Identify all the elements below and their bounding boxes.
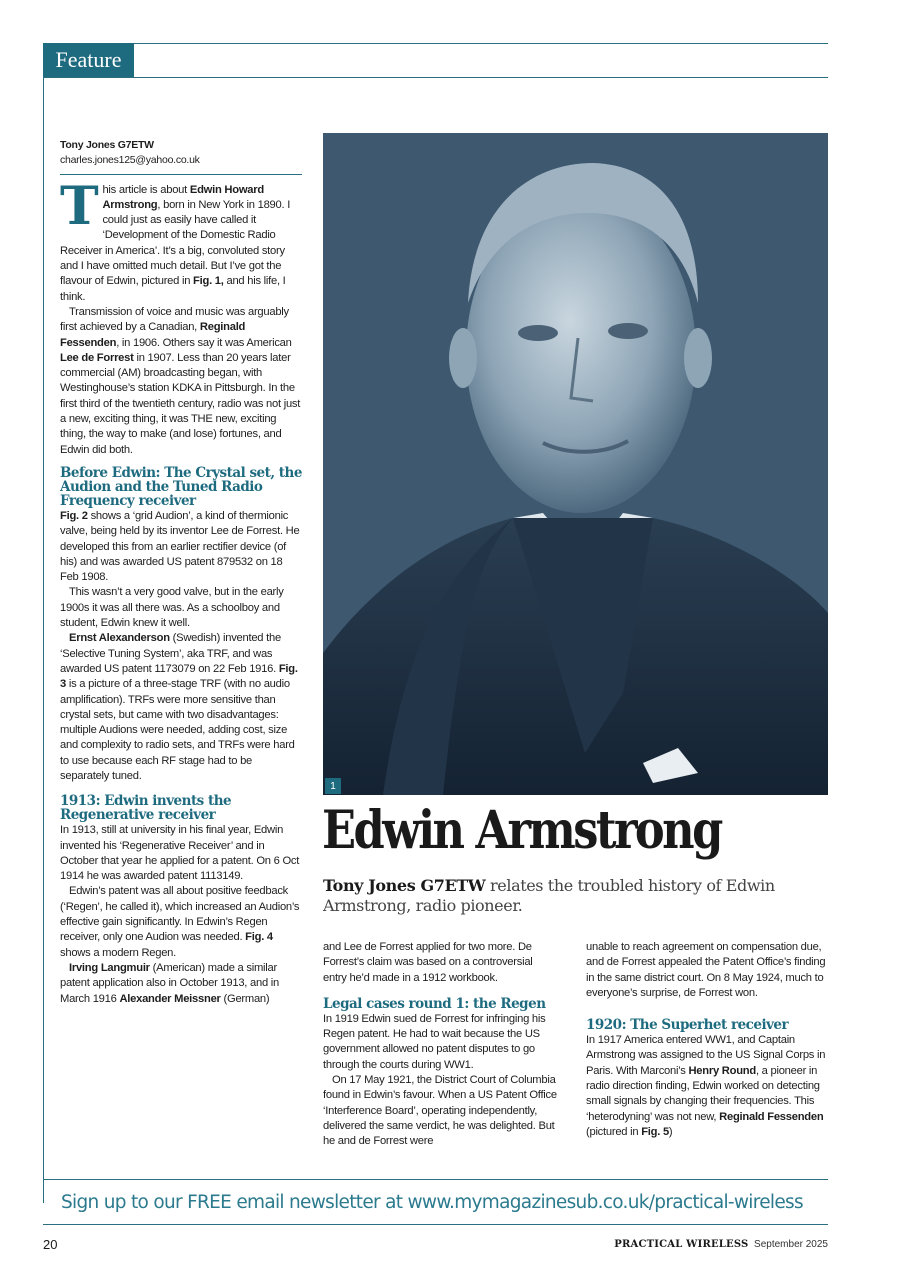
figure-number: 1 xyxy=(325,778,341,794)
feature-header-bar xyxy=(43,43,828,78)
standfirst: Tony Jones G7ETW relates the troubled history of Edwin Armstrong, radio pioneer. xyxy=(323,876,775,915)
paragraph: unable to reach agreement on compensation due, and de Forrest appealed the Patent Office’s finding in the same district court. On 8 May 1924, much to everyone’s surprise, de Forrest won. xyxy=(586,941,826,999)
section-heading: 1920: The Superhet receiver xyxy=(586,1017,789,1034)
footer-masthead xyxy=(614,1239,828,1250)
portrait-photo xyxy=(323,133,828,795)
portrait-illustration xyxy=(323,133,828,795)
paragraph: Edwin’s patent was all about positive feedback (‘Regen’, he called it), which increased an Audion’s effective gain significantly. In Edwin’s Regen receiver, only one Audion was needed. Fig. 4 shows a modern Regen. xyxy=(60,885,300,959)
headline: Edwin Armstrong xyxy=(322,800,721,861)
issue-date: September 2025 xyxy=(754,1239,828,1250)
paragraph: In 1917 America entered WW1, and Captain Armstrong was assigned to the US Signal Corps in Paris. With Marconi’s Henry Round, a pioneer in radio direction finding, Edwin worked on detecting small signals by changing their frequencies. This ‘heterodyning’ was not new, Reginald Fessenden (pictured in Fig. 5) xyxy=(586,1034,826,1138)
paragraph: Ernst Alexanderson (Swedish) invented the ‘Selective Tuning System’, aka TRF, and was awarded US patent 1173079 on 22 Feb 1916. Fig. 3 is a picture of a three-stage TRF (with no audio amplification). TRFs were more sensitive than crystal sets, but came with two disadvantages: multiple Audions were needed, adding cost, size and complexity to radio sets, and TRFs were hard to use because each RF stage had to be separately tuned. xyxy=(60,632,298,782)
paragraph: In 1919 Edwin sued de Forrest for infringing his Regen patent. He had to wait because the US government allowed no patent disputes to go through the courts during WW1. xyxy=(323,1012,546,1071)
section-heading: Legal cases round 1: the Regen xyxy=(323,995,546,1012)
magazine-name: PRACTICAL WIRELESS xyxy=(614,1239,749,1250)
section-heading: 1913: Edwin invents the Regenerative receiver xyxy=(60,793,232,824)
byline-email[interactable]: charles.jones125@yahoo.co.uk xyxy=(60,154,200,167)
signup-text[interactable]: Sign up to our FREE email newsletter at www.mymagazinesub.co.uk/practical-wireless xyxy=(61,1191,803,1213)
byline-name: Tony Jones G7ETW xyxy=(60,139,154,151)
paragraph: Transmission of voice and music was arguably first achieved by a Canadian, Reginald Fessenden, in 1906. Others say it was American Lee de Forrest in 1907. Less than 20 years later commercial (AM) broadcasting began, with Westinghouse’s station KDKA in Pittsburgh. In the first third of the twentieth century, radio was not just a new, exciting thing, it was THE new, exciting thing, the way to make (and lose) fortunes, and Edwin did both. xyxy=(60,305,301,456)
column-1 xyxy=(60,138,302,1007)
section-tab: Feature xyxy=(43,43,134,77)
newsletter-signup-banner[interactable] xyxy=(43,1179,828,1225)
paragraph: This wasn’t a very good valve, but in the early 1900s it was all there was. As a schoolboy and student, Edwin knew it well. xyxy=(60,586,284,630)
paragraph: Irving Langmuir (American) made a similar patent application also in October 1913, and in March 1916 Alexander Meissner (German) xyxy=(60,961,279,1005)
intro-paragraph: This article is about Edwin Howard Armstrong, born in New York in 1890. I could just as easily have called it ‘Development of the Domestic Radio Receiver in America’. It’s a big, convoluted story and I have omitted much detail. But I’ve got the flavour of Edwin, pictured in Fig. 1, and his life, I think. xyxy=(60,175,291,303)
page-number: 20 xyxy=(43,1237,58,1252)
left-rule xyxy=(43,77,44,1203)
paragraph: On 17 May 1921, the District Court of Columbia found in Edwin’s favour. When a US Patent Office ‘Interference Board’, operating independently, delivered the same verdict, he was delighted. But he and de Forrest were xyxy=(323,1074,557,1148)
column-2 xyxy=(323,940,558,1150)
drop-cap: T xyxy=(60,175,99,237)
paragraph: and Lee de Forrest applied for two more. De Forrest’s claim was based on a controversial entry he’d made in a 1912 workbook. xyxy=(323,941,533,984)
divider xyxy=(60,174,302,175)
paragraph: In 1913, still at university in his final year, Edwin invented his ‘Regenerative Receiver’ and in October that year he applied for a patent. On 6 Oct 1914 he was awarded patent 1113149. xyxy=(60,824,300,883)
column-3 xyxy=(586,940,828,1140)
section-heading: Before Edwin: The Crystal set, the Audion and the Tuned Radio Frequency receiver xyxy=(60,464,302,509)
paragraph: Fig. 2 shows a ‘grid Audion’, a kind of thermionic valve, being held by its inventor Lee de Forrest. He developed this from an earlier rectifier device (of his) and was awarded US patent 879532 on 18 Feb 1908. xyxy=(60,509,300,584)
